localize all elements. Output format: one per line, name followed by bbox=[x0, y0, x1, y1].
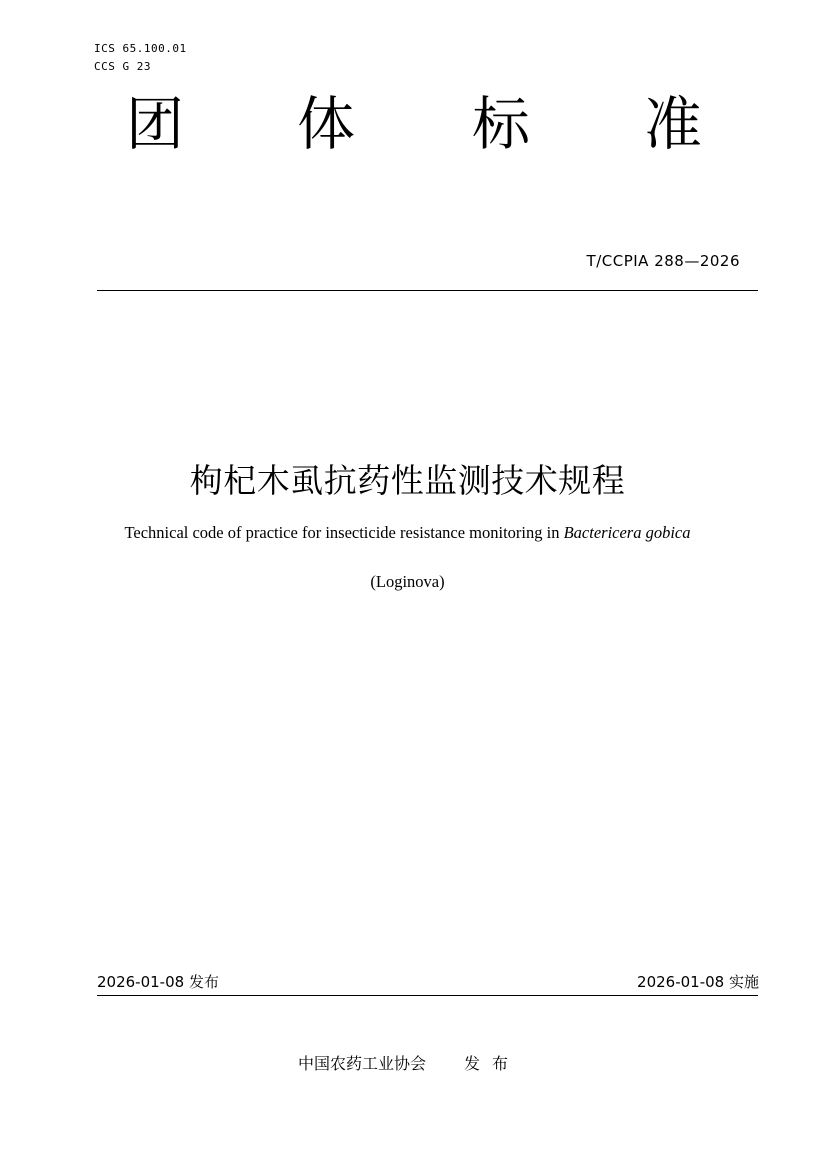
document-title-zh: 枸杞木虱抗药性监测技术规程 bbox=[189, 461, 626, 500]
publisher-name: 中国农药工业协会 bbox=[298, 1054, 427, 1073]
title-char: 准 bbox=[643, 90, 702, 158]
implementation-date: 2026-01-08 实施 bbox=[637, 973, 759, 991]
publisher-line bbox=[298, 1053, 520, 1075]
title-char: 团 bbox=[125, 90, 184, 158]
title-en-main: Technical code of practice for insecticide resistance monitoring in bbox=[124, 523, 564, 542]
document-title-en bbox=[0, 522, 815, 544]
standard-number: T/CCPIA 288—2026 bbox=[586, 252, 740, 270]
top-divider bbox=[97, 290, 758, 291]
ccs-code: CCS G 23 bbox=[94, 60, 151, 73]
title-char: 体 bbox=[296, 90, 355, 158]
title-char: 标 bbox=[471, 90, 530, 158]
publisher-verb: 发布 bbox=[464, 1054, 521, 1073]
document-type-title bbox=[0, 90, 815, 158]
document-title-en-sub: (Loginova) bbox=[370, 572, 445, 591]
bottom-divider bbox=[97, 995, 758, 996]
title-en-species: Bactericera gobica bbox=[563, 523, 691, 542]
ics-code: ICS 65.100.01 bbox=[94, 42, 187, 55]
issue-date: 2026-01-08 发布 bbox=[97, 973, 219, 991]
